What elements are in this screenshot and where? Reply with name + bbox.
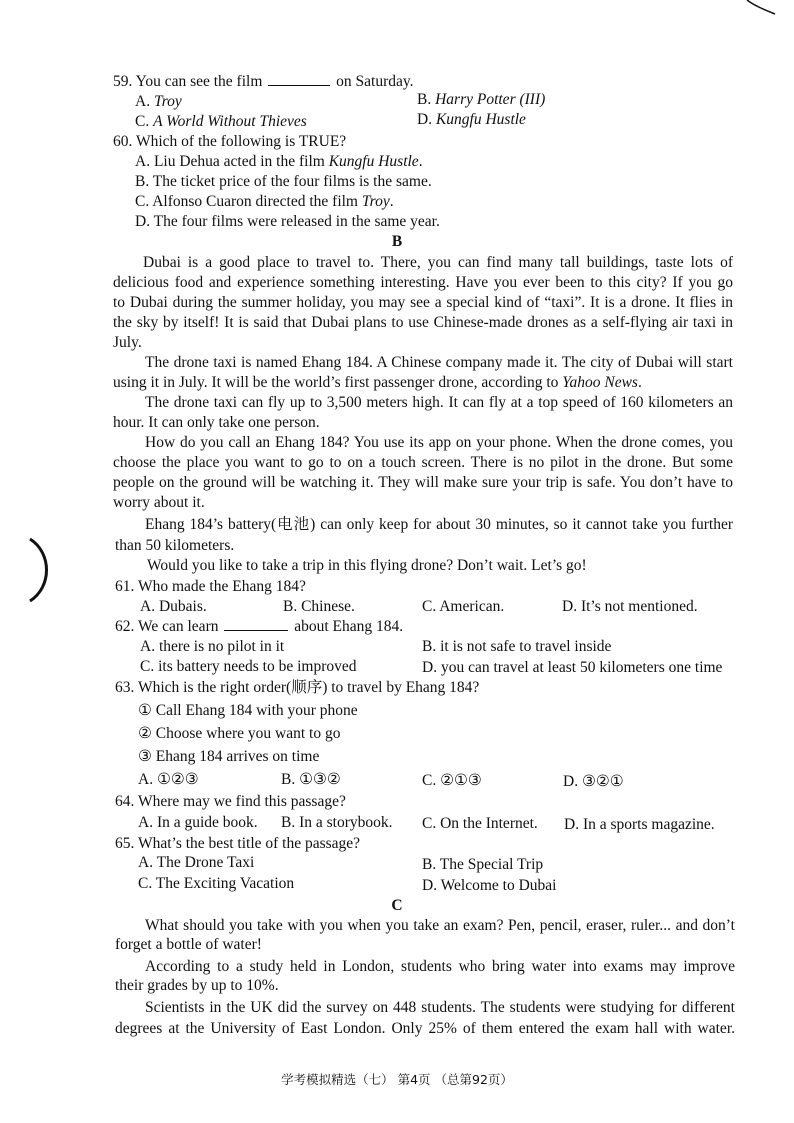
q65-stem: 65. What’s the best title of the passage? — [115, 835, 361, 852]
passage-b-line: using it in July. It will be the world’s first passenger drone, according to Yahoo News. — [113, 374, 642, 391]
passage-b-line: Would you like to take a trip in this flying drone? Don’t wait. Let’s go! — [147, 557, 587, 574]
q63-stem: 63. Which is the right order(顺序) to travel by Ehang 184? — [115, 679, 480, 696]
answer-blank[interactable] — [224, 618, 288, 631]
q60-option-d[interactable]: D. The four films were released in the same year. — [135, 213, 440, 230]
q64-option-c[interactable]: C. On the Internet. — [422, 815, 538, 832]
passage-b-line: than 50 kilometers. — [115, 537, 235, 554]
passage-c-line: degrees at the University of East London. Only 25% of them entered the exam hall with water. — [115, 1020, 735, 1037]
q61-option-c[interactable]: C. American. — [422, 598, 505, 615]
passage-b-line: delicious food and experience something interesting. Have you ever been to this city? If you go — [113, 274, 733, 291]
q60-option-b[interactable]: B. The ticket price of the four films is the same. — [135, 173, 432, 190]
q59-stem: 59. You can see the film on Saturday. — [113, 73, 414, 90]
passage-b-line: July. — [113, 334, 142, 351]
passage-c-line: forget a bottle of water! — [115, 936, 262, 953]
passage-c-line: their grades by up to 10%. — [115, 977, 279, 994]
q63-option-c[interactable]: C. ②①③ — [422, 772, 482, 789]
passage-b-line: worry about it. — [113, 494, 205, 511]
q60-option-a[interactable]: A. Liu Dehua acted in the film Kungfu Hustle. — [135, 153, 423, 170]
q61-stem: 61. Who made the Ehang 184? — [115, 578, 306, 595]
passage-b-line: Ehang 184’s battery(电池) can only keep for about 30 minutes, so it cannot take you further — [145, 516, 733, 533]
q63-option-a[interactable]: A. ①②③ — [138, 771, 199, 788]
corner-scan-mark — [745, 0, 794, 20]
q63-step: ① Call Ehang 184 with your phone — [138, 702, 358, 719]
q62-stem: 62. We can learn about Ehang 184. — [115, 618, 404, 635]
q61-option-a[interactable]: A. Dubais. — [140, 598, 207, 615]
q64-option-b[interactable]: B. In a storybook. — [281, 814, 393, 831]
section-b-heading: B — [391, 233, 403, 250]
q59-option-a[interactable]: A. Troy — [135, 93, 182, 110]
passage-c-line: Scientists in the UK did the survey on 448 students. The students were studying for different — [145, 999, 735, 1016]
q63-option-d[interactable]: D. ③②① — [563, 773, 624, 790]
page-footer: 学考模拟精选（七） 第4页 （总第92页） — [281, 1072, 513, 1087]
passage-b-line: people on the ground will be watching it. They will make sure your trip is safe. You don’t have to — [113, 474, 733, 491]
passage-b-line: The drone taxi can fly up to 3,500 meters high. It can fly at a top speed of 160 kilometers an — [145, 394, 733, 411]
q60-stem: 60. Which of the following is TRUE? — [113, 133, 347, 150]
q61-option-d[interactable]: D. It’s not mentioned. — [562, 598, 698, 615]
passage-b-line: to Dubai during the summer holiday, you may see a special kind of “taxi”. It is a drone. It flies in — [113, 294, 733, 311]
binding-hole-arc — [26, 535, 56, 605]
q62-option-d[interactable]: D. you can travel at least 50 kilometers one time — [422, 659, 723, 676]
passage-b-line: choose the place you want to go to on a touch screen. There is no pilot in the drone. But some — [113, 454, 733, 471]
q62-option-b[interactable]: B. it is not safe to travel inside — [422, 638, 612, 655]
q61-option-b[interactable]: B. Chinese. — [283, 598, 355, 615]
passage-c-line: What should you take with you when you take an exam? Pen, pencil, eraser, ruler... and don’t — [145, 917, 735, 934]
q65-option-b[interactable]: B. The Special Trip — [422, 856, 544, 873]
q65-option-a[interactable]: A. The Drone Taxi — [138, 854, 255, 871]
q60-option-c[interactable]: C. Alfonso Cuaron directed the film Troy. — [135, 193, 394, 210]
passage-b-line: How do you call an Ehang 184? You use its app on your phone. When the drone comes, you — [145, 434, 733, 451]
q65-option-c[interactable]: C. The Exciting Vacation — [138, 875, 295, 892]
q62-option-c[interactable]: C. its battery needs to be improved — [140, 658, 357, 675]
q59-option-b[interactable]: B. Harry Potter (III) — [417, 91, 546, 108]
q63-step: ③ Ehang 184 arrives on time — [138, 748, 320, 765]
q65-option-d[interactable]: D. Welcome to Dubai — [422, 877, 557, 894]
q64-option-d[interactable]: D. In a sports magazine. — [564, 816, 715, 833]
passage-b-line: Dubai is a good place to travel to. There, you can find many tall buildings, taste lots of — [143, 254, 733, 271]
q63-option-b[interactable]: B. ①③② — [281, 771, 341, 788]
q59-option-d[interactable]: D. Kungfu Hustle — [417, 111, 526, 128]
passage-b-line: hour. It can only take one person. — [113, 414, 320, 431]
passage-b-line: the sky by itself! It is said that Dubai plans to use Chinese-made drones as a self-flying air taxi in — [113, 314, 733, 331]
q59-option-c[interactable]: C. A World Without Thieves — [135, 113, 307, 130]
q63-step: ② Choose where you want to go — [138, 725, 341, 742]
q64-stem: 64. Where may we find this passage? — [115, 793, 346, 810]
passage-b-line: The drone taxi is named Ehang 184. A Chinese company made it. The city of Dubai will start — [145, 354, 733, 371]
q62-option-a[interactable]: A. there is no pilot in it — [140, 638, 285, 655]
q64-option-a[interactable]: A. In a guide book. — [138, 814, 258, 831]
passage-c-line: According to a study held in London, students who bring water into exams may improve — [145, 958, 735, 975]
section-c-heading: C — [391, 897, 403, 914]
answer-blank[interactable] — [268, 73, 330, 86]
